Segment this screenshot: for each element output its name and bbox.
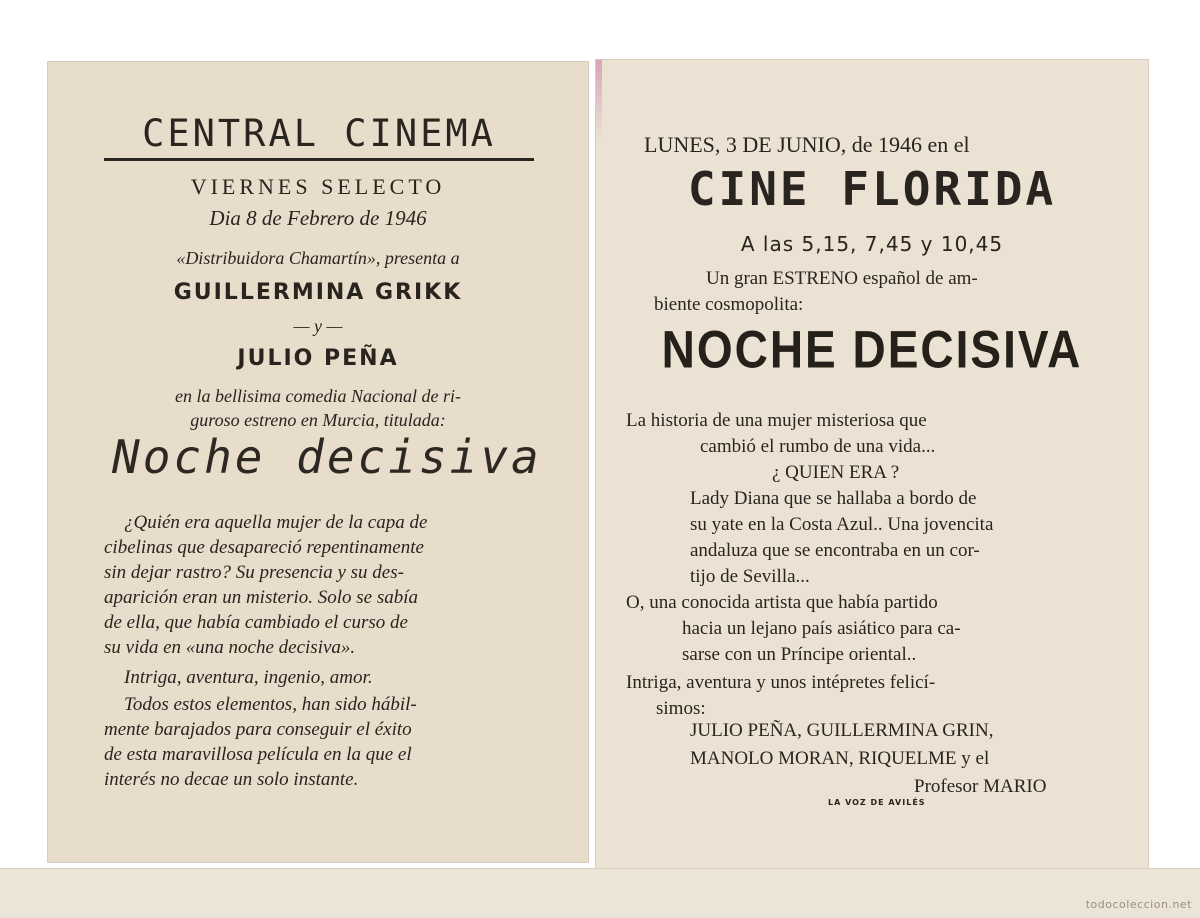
- story-line: Intriga, aventura y unos intépretes felicí-: [626, 672, 936, 693]
- cinema-name: CENTRAL CINEMA: [142, 112, 496, 155]
- background-strip: [0, 868, 1200, 918]
- story-line: ¿ QUIEN ERA ?: [772, 462, 900, 483]
- event-date: Dia 8 de Febrero de 1946: [209, 206, 427, 230]
- venue-name: CINE FLORIDA: [687, 162, 1057, 216]
- story-line: cambió el rumbo de una vida...: [700, 436, 936, 457]
- show-date: LUNES, 3 DE JUNIO, de 1946 en el: [644, 132, 970, 157]
- cast-line: Profesor MARIO: [914, 776, 1047, 797]
- story-line: su yate en la Costa Azul.. Una jovencita: [690, 514, 994, 535]
- story-line: sarse con un Príncipe oriental..: [682, 644, 917, 665]
- title-underline: [104, 158, 534, 161]
- event-label: VIERNES SELECTO: [190, 174, 446, 199]
- intro-line: guroso estreno en Murcia, titulada:: [190, 410, 446, 430]
- story-line: simos:: [656, 698, 706, 719]
- synopsis-line: mente barajados para conseguir el éxito: [104, 719, 412, 740]
- cast-line: JULIO PEÑA, GUILLERMINA GRIN,: [690, 720, 994, 741]
- watermark: todocoleccion.net: [1085, 898, 1192, 911]
- synopsis-line: Intriga, aventura, ingenio, amor.: [124, 667, 373, 688]
- story-line: tijo de Sevilla...: [690, 566, 810, 587]
- synopsis-line: su vida en «una noche decisiva».: [104, 637, 356, 658]
- synopsis-line: cibelinas que desapareció repentinamente: [104, 537, 424, 558]
- tagline-line: Un gran ESTRENO español de am-: [706, 268, 978, 289]
- right-flyer: [596, 60, 1148, 868]
- tagline-line: biente cosmopolita:: [654, 294, 804, 315]
- left-flyer: [48, 62, 588, 862]
- connector: — y —: [293, 316, 343, 336]
- story-line: O, una conocida artista que había partido: [626, 592, 938, 613]
- film-title: NOCHE DECISIVA: [661, 319, 1083, 379]
- synopsis-line: Todos estos elementos, han sido hábil-: [124, 694, 417, 715]
- story-line: hacia un lejano país asiático para ca-: [682, 618, 961, 639]
- star-name: JULIO PEÑA: [237, 346, 399, 371]
- synopsis-line: interés no decae un solo instante.: [104, 769, 359, 790]
- synopsis-line: de ella, que había cambiado el curso de: [104, 612, 408, 633]
- synopsis-line: sin dejar rastro? Su presencia y su des-: [104, 562, 404, 583]
- story-line: Lady Diana que se hallaba a bordo de: [690, 488, 977, 509]
- distributor-line: «Distribuidora Chamartín», presenta a: [176, 248, 460, 268]
- printer-credit: LA VOZ DE AVILÉS: [828, 798, 926, 807]
- cast-line: MANOLO MORAN, RIQUELME y el: [690, 748, 990, 769]
- intro-line: en la bellisima comedia Nacional de ri-: [175, 386, 461, 406]
- film-title: Noche decisiva: [112, 430, 542, 484]
- story-line: andaluza que se encontraba en un cor-: [690, 540, 980, 561]
- synopsis-line: de esta maravillosa película en la que el: [104, 744, 412, 765]
- story-line: La historia de una mujer misteriosa que: [626, 410, 927, 431]
- star-name: GUILLERMINA GRIKK: [173, 280, 463, 305]
- synopsis-line: ¿Quién era aquella mujer de la capa de: [124, 512, 428, 533]
- synopsis-line: aparición eran un misterio. Solo se sabía: [104, 587, 419, 608]
- showtimes: A las 5,15, 7,45 y 10,45: [740, 232, 1004, 256]
